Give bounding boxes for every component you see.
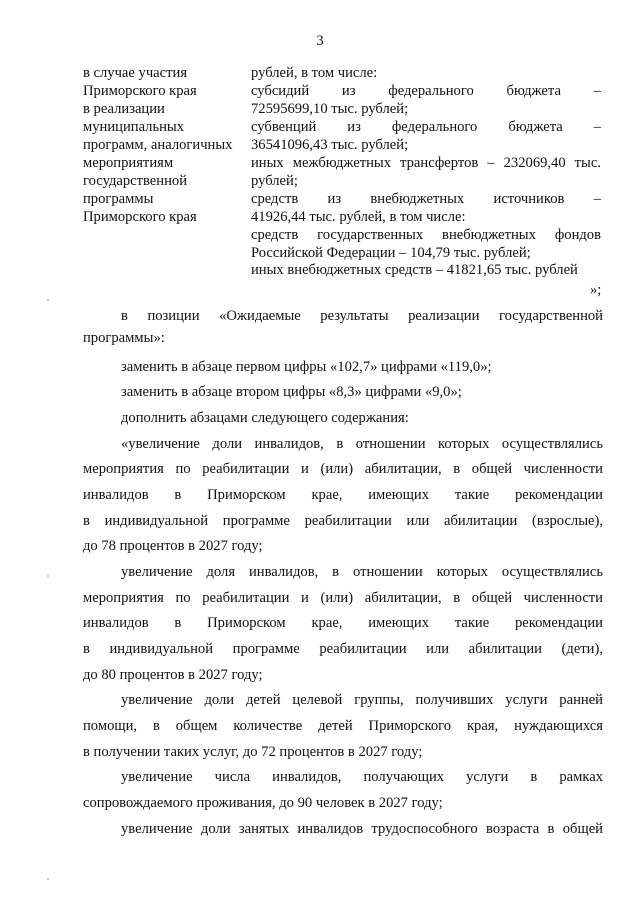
- left-col-line: программ, аналогичных: [83, 137, 233, 153]
- body-line: дополнить абзацами следующего содержания:: [121, 410, 409, 426]
- body-line: в позиции «Ожидаемые результаты реализации государственной: [121, 308, 603, 324]
- left-col-line: Приморского края: [83, 83, 197, 99]
- right-col-line: иных межбюджетных трансфертов – 232069,40 тыс.: [251, 155, 601, 171]
- right-col-line: иных внебюджетных средств – 41821,65 тыс. рублей: [251, 262, 578, 278]
- right-col-line: субсидий из федерального бюджета –: [251, 83, 601, 99]
- body-line: программы»:: [83, 330, 165, 346]
- right-col-line: 41926,44 тыс. рублей, в том числе:: [251, 209, 466, 225]
- body-line: увеличение числа инвалидов, получающих услуги в рамках: [121, 769, 603, 785]
- body-line: увеличение доля инвалидов, в отношении которых осуществлялись: [121, 564, 603, 580]
- left-col-line: муниципальных: [83, 119, 185, 135]
- right-col-line: Российской Федерации – 104,79 тыс. рублей;: [251, 245, 531, 261]
- right-col-line: средств государственных внебюджетных фондов: [251, 227, 601, 243]
- body-line: мероприятия по реабилитации и (или) абилитации, в общей численности: [83, 590, 603, 606]
- scan-speck: [47, 878, 49, 880]
- body-line: до 80 процентов в 2027 году;: [83, 667, 263, 683]
- body-line: в индивидуальной программе реабилитации или абилитации (взрослые),: [83, 513, 603, 529]
- body-line: увеличение доли занятых инвалидов трудоспособного возраста в общей: [121, 821, 603, 837]
- body-line: помощи, в общем количестве детей Приморского края, нуждающихся: [83, 718, 603, 734]
- body-line: до 78 процентов в 2027 году;: [83, 538, 263, 554]
- scan-speck: [47, 299, 49, 301]
- right-col-line: 72595699,10 тыс. рублей;: [251, 101, 409, 117]
- left-col-line: программы: [83, 191, 154, 207]
- body-line: сопровождаемого проживания, до 90 человек в 2027 году;: [83, 795, 443, 811]
- right-col-line: средств из внебюджетных источников –: [251, 191, 601, 207]
- left-col-line: государственной: [83, 173, 188, 189]
- body-line: заменить в абзаце втором цифры «8,3» цифрами «9,0»;: [121, 384, 462, 400]
- right-col-line: рублей, в том числе:: [251, 65, 378, 81]
- body-line: инвалидов в Приморском крае, имеющих такие рекомендации: [83, 487, 603, 503]
- scan-speck: [47, 575, 49, 577]
- left-col-line: мероприятиям: [83, 155, 174, 171]
- body-line: мероприятия по реабилитации и (или) абилитации, в общей численности: [83, 461, 603, 477]
- body-line: увеличение доли детей целевой группы, получивших услуги ранней: [121, 692, 603, 708]
- body-line: инвалидов в Приморском крае, имеющих такие рекомендации: [83, 615, 603, 631]
- body-line: в индивидуальной программе реабилитации или абилитации (дети),: [83, 641, 603, 657]
- body-line: «увеличение доли инвалидов, в отношении которых осуществлялись: [121, 436, 603, 452]
- right-col-line: 36541096,43 тыс. рублей;: [251, 137, 409, 153]
- body-line: заменить в абзаце первом цифры «102,7» цифрами «119,0»;: [121, 359, 492, 375]
- right-col-line: рублей;: [251, 173, 298, 189]
- table-closing-quote: »;: [590, 282, 602, 298]
- left-col-line: Приморского края: [83, 209, 197, 225]
- left-col-line: в случае участия: [83, 65, 188, 81]
- left-col-line: в реализации: [83, 101, 165, 117]
- body-line: в получении таких услуг, до 72 процентов в 2027 году;: [83, 744, 423, 760]
- right-col-line: субвенций из федерального бюджета –: [251, 119, 601, 135]
- page-number: 3: [316, 33, 324, 49]
